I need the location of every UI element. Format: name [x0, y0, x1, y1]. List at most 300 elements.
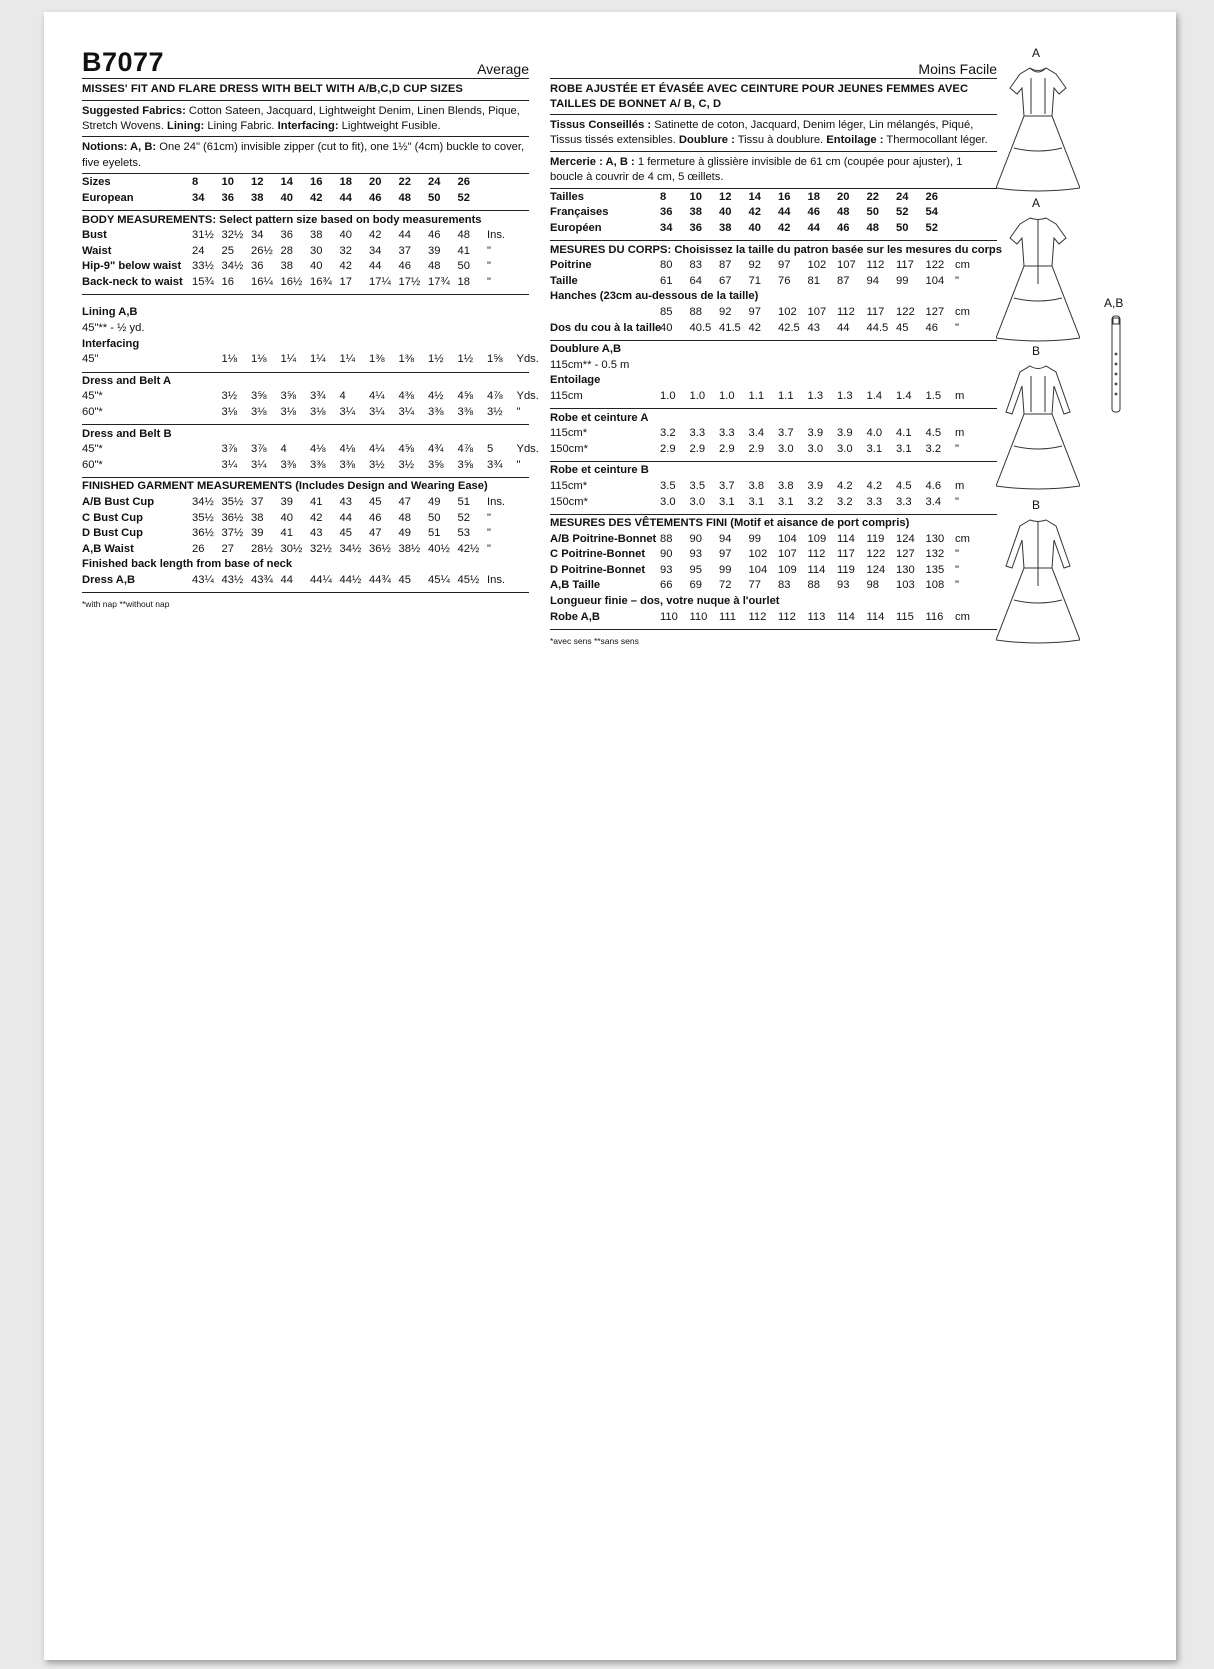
- row-label: 45"*: [82, 443, 103, 456]
- table-cell: 41.5: [719, 321, 741, 334]
- difficulty-level: Average: [477, 60, 529, 77]
- european-label-fr: Européen: [550, 222, 602, 234]
- table-cell: 36½: [221, 511, 244, 524]
- table-cell: 4¼: [369, 390, 385, 403]
- unit-cell: ": [487, 275, 491, 288]
- table-row: [82, 442, 539, 458]
- table-cell: 3⅜: [339, 458, 356, 471]
- size-cell: 48: [398, 191, 411, 204]
- pattern-title-fr: ROBE AJUSTÉE ET ÉVASÉE AVEC CEINTURE POUR JEUNES FEMMES AVEC TAILLES DE BONNET A/ B, C, D: [550, 79, 997, 115]
- table-row: [550, 320, 997, 336]
- table-cell: 3.0: [778, 442, 794, 455]
- table-row: [550, 532, 997, 548]
- table-row-wrap: [550, 320, 997, 336]
- table-cell: 51: [457, 496, 470, 508]
- lining-block-fr: [550, 341, 997, 409]
- table-cell: 114: [866, 610, 885, 623]
- table-cell: 16: [221, 275, 234, 288]
- table-cell: 1.4: [896, 389, 912, 402]
- row-label: Dos du cou à la taille: [550, 321, 662, 334]
- table-cell: 117: [837, 548, 855, 561]
- size-cell: 48: [837, 206, 850, 219]
- row-label: A,B Taille: [550, 579, 601, 592]
- table-cell: 116: [925, 610, 944, 623]
- pattern-code: B7077: [82, 47, 165, 77]
- table-cell: 44: [369, 260, 382, 273]
- table-cell: 45: [339, 527, 352, 540]
- interfacing-heading-fr: Entoilage: [550, 374, 601, 387]
- table-cell: [192, 458, 222, 473]
- unit-cell: cm: [955, 610, 970, 623]
- table-cell: 45: [896, 321, 909, 334]
- table-cell: 114: [837, 532, 855, 545]
- table-cell: 31½: [192, 229, 214, 242]
- table-cell: 4.6: [925, 479, 942, 492]
- table-cell: 117: [866, 305, 885, 318]
- table-row: [550, 547, 997, 563]
- lining-block: [82, 304, 539, 372]
- unit-cell: m: [955, 427, 965, 440]
- table-cell: 36½: [369, 542, 391, 555]
- table-cell: 114: [837, 610, 855, 623]
- size-cell: 12: [719, 190, 732, 203]
- table-cell: 17¾: [428, 275, 450, 288]
- table-cell: 45: [369, 496, 382, 508]
- table-cell: 2.9: [719, 442, 735, 455]
- table-cell: 112: [866, 259, 885, 272]
- footnote: *with nap **without nap: [82, 599, 170, 610]
- table-cell: 3.5: [660, 479, 676, 492]
- table-cell: 3¼: [369, 406, 385, 419]
- table-row: [82, 275, 529, 291]
- unit-cell: ": [487, 244, 491, 257]
- view-label-b-back: B: [1032, 498, 1041, 512]
- interfacing-label-fr: Entoilage :: [826, 134, 884, 147]
- table-cell: 69: [689, 579, 702, 592]
- notions-paragraph: [82, 137, 529, 174]
- table-cell: 112: [837, 305, 855, 318]
- dress-b-heading: Dress and Belt B: [82, 427, 172, 440]
- dress-a-heading-fr: Robe et ceinture A: [550, 411, 649, 424]
- unit-cell: ": [955, 274, 959, 287]
- table-cell: 109: [807, 532, 827, 545]
- difficulty-level-fr: Moins Facile: [918, 60, 997, 77]
- table-row: [550, 426, 997, 442]
- table-cell: 93: [660, 563, 673, 576]
- unit-cell: ": [487, 542, 491, 555]
- interfacing-heading: Interfacing: [82, 337, 140, 350]
- table-cell: 122: [925, 259, 945, 272]
- row-label: D Poitrine-Bonnet: [550, 563, 646, 576]
- table-cell: 2.9: [748, 442, 765, 455]
- table-cell: 117: [896, 259, 914, 272]
- table-cell: 4⅛: [339, 443, 356, 456]
- unit-cell: ": [487, 260, 491, 273]
- table-cell: 4⅜: [398, 390, 415, 403]
- size-cell: 8: [192, 176, 199, 189]
- notions-label: Notions: A, B:: [82, 141, 157, 154]
- finished-heading-fr: MESURES DES VÊTEMENTS FINI (Motif et aisance de port compris): [550, 517, 910, 530]
- table-cell: 38: [310, 229, 323, 242]
- back-length-heading: Finished back length from base of neck: [82, 558, 293, 571]
- table-row: [82, 389, 539, 405]
- row-label: A,B Waist: [82, 542, 134, 555]
- table-cell: 3¾: [487, 458, 503, 471]
- table-cell: 4.5: [925, 427, 942, 440]
- pattern-title: MISSES' FIT AND FLARE DRESS WITH BELT WITH A/B,C,D CUP SIZES: [82, 79, 529, 101]
- table-cell: 122: [896, 305, 915, 318]
- fabrics-text-fr: Satinette de coton, Jacquard, Denim léger, Lin mélangés, Piqué, Tissus tissés extensibles.: [550, 119, 974, 147]
- table-cell: 51: [428, 527, 441, 540]
- table-cell: 1½: [428, 353, 444, 366]
- table-cell: 88: [807, 579, 820, 592]
- table-cell: 4.0: [866, 427, 883, 440]
- table-cell: 4.2: [837, 479, 853, 492]
- size-cell: 26: [457, 176, 470, 189]
- dress-b-block-fr: [550, 462, 997, 515]
- table-cell: 24: [192, 244, 205, 257]
- table-cell: 34½: [221, 260, 244, 273]
- table-row-wrap: [82, 573, 529, 589]
- table-cell: 1.4: [866, 389, 883, 402]
- table-cell: 1⅜: [398, 353, 415, 366]
- table-cell: 67: [719, 274, 732, 287]
- row-label: 115cm*: [550, 427, 588, 440]
- fabrics-text: Cotton Sateen, Jacquard, Lightweight Denim, Linen Blends, Pique, Stretch Wovens.: [82, 104, 520, 132]
- size-cell: 40: [748, 222, 761, 234]
- size-cell: 42: [748, 206, 761, 219]
- french-column: [550, 12, 1002, 649]
- table-cell: 42: [369, 229, 382, 242]
- lining-row-fr: 115cm** - 0.5 m: [550, 358, 630, 371]
- unit-cell: Yds.: [516, 390, 539, 403]
- fabrics-paragraph-fr: [550, 115, 997, 152]
- notions-text-fr: 1 fermeture à glissière invisible de 61 cm (coupée pour ajuster), 1 boucle à couvrir de 4 cm, 5 œillets.: [550, 155, 963, 184]
- table-cell: 4⅞: [457, 443, 474, 456]
- lining-heading: Lining A,B: [82, 306, 138, 319]
- table-cell: 85: [660, 305, 673, 318]
- lining-text: Lining Fabric.: [204, 119, 278, 132]
- unit-cell: ": [955, 579, 959, 592]
- table-cell: 135: [925, 563, 945, 576]
- size-cell: 42: [310, 191, 323, 204]
- size-cell: 46: [837, 222, 850, 234]
- size-cells: [192, 191, 487, 206]
- table-cell: 3⅞: [251, 443, 267, 456]
- table-cell: 37: [251, 496, 264, 508]
- table-cell: 1.5: [925, 389, 942, 402]
- table-cell: 46: [428, 229, 441, 242]
- table-cell: 41: [310, 496, 323, 508]
- notions-text: One 24" (61cm) invisible zipper (cut to fit), one 1½" (4cm) buckle to cover, five eyelets.: [82, 141, 525, 169]
- table-cell: 43¾: [251, 573, 273, 586]
- table-cell: 48: [398, 511, 411, 524]
- row-label: Hip-9" below waist: [82, 260, 182, 273]
- table-cell: 3.3: [866, 495, 883, 508]
- table-row: [550, 389, 997, 405]
- size-cell: 38: [251, 191, 264, 204]
- fabrics-paragraph: [82, 101, 529, 138]
- table-cell: 3.2: [660, 427, 676, 440]
- size-cell: 50: [428, 191, 441, 204]
- table-cell: 3⅜: [457, 406, 474, 419]
- lining-label: Lining:: [166, 119, 205, 132]
- table-cell: 122: [866, 548, 886, 561]
- table-rows: [550, 532, 997, 594]
- lining-heading-fr: Doublure A,B: [550, 343, 622, 356]
- table-cell: 26: [192, 542, 205, 555]
- unit-cell: ": [516, 406, 521, 419]
- table-cell: 3⅛: [310, 406, 326, 419]
- view-label-a: A: [1032, 46, 1041, 60]
- table-cell: 45: [398, 573, 411, 586]
- table-cell: 3¼: [398, 406, 415, 419]
- size-cell: 50: [866, 206, 879, 219]
- table-cell: 94: [866, 274, 879, 287]
- table-row: [550, 494, 997, 510]
- size-cell: 20: [369, 176, 382, 189]
- unit-cell: Ins.: [487, 496, 506, 508]
- table-cell: 15¾: [192, 275, 214, 288]
- finished-block-fr: [550, 515, 997, 630]
- table-cell: 103: [896, 579, 915, 592]
- table-cell: 3¼: [221, 458, 238, 471]
- interfacing-label: Interfacing:: [277, 119, 339, 132]
- table-cell: 34: [251, 229, 264, 242]
- table-cell: 1¼: [339, 353, 356, 366]
- table-cell: 4¾: [428, 443, 444, 456]
- unit-cell: Ins.: [487, 573, 506, 586]
- size-cell: 26: [925, 190, 938, 203]
- table-cell: 38½: [398, 542, 421, 555]
- table-cell: 52: [457, 511, 470, 524]
- table-cell: 40: [310, 260, 323, 273]
- table-cell: 41: [280, 527, 293, 540]
- table-cell: 43½: [221, 573, 244, 586]
- size-cell: 18: [807, 190, 820, 203]
- size-cell: 24: [428, 176, 441, 189]
- size-cell: 36: [689, 222, 702, 234]
- row-label: C Poitrine-Bonnet: [550, 548, 646, 561]
- table-cell: 40½: [428, 542, 450, 555]
- table-cell: 4½: [428, 390, 444, 403]
- table-cell: 16½: [280, 275, 303, 288]
- table-cell: 3.3: [689, 427, 706, 440]
- footnote-fr: *avec sens **sans sens: [550, 636, 639, 647]
- table-cell: 3⅝: [457, 458, 474, 471]
- table-row: [550, 563, 997, 579]
- table-cell: 3⅛: [221, 406, 238, 419]
- table-cell: 3½: [398, 458, 415, 471]
- size-cell: 16: [310, 176, 323, 189]
- row-label: 150cm*: [550, 442, 588, 455]
- table-cell: 44¾: [369, 573, 391, 586]
- size-cells: [660, 190, 955, 205]
- row-label: Poitrine: [550, 259, 592, 272]
- table-cell: 43: [310, 527, 323, 540]
- table-cell: 112: [807, 548, 826, 561]
- table-cell: 3.4: [925, 495, 942, 508]
- table-cell: 44: [339, 511, 352, 524]
- unit-cell: ": [955, 495, 959, 508]
- table-cell: 3.0: [660, 495, 676, 508]
- table-cell: 64: [689, 274, 702, 287]
- table-cell: 3⅛: [251, 406, 267, 419]
- table-cell: 25: [221, 244, 234, 257]
- table-cell: 5: [487, 443, 494, 456]
- table-row: [82, 458, 529, 474]
- table-cell: 17½: [398, 275, 421, 288]
- row-label: 115cm: [550, 389, 583, 402]
- table-cell: 37½: [221, 527, 244, 540]
- table-cell: 115: [896, 610, 914, 623]
- dress-a-block-fr: [550, 409, 997, 462]
- view-label-a-back: A: [1032, 196, 1041, 210]
- francaises-row: [550, 205, 997, 221]
- row-label: Back-neck to waist: [82, 275, 183, 288]
- table-cell: 93: [689, 548, 702, 561]
- table-cell: 3.1: [778, 495, 794, 508]
- table-cell: 3⅛: [280, 406, 297, 419]
- table-rows: [550, 258, 997, 289]
- table-row: [82, 573, 529, 589]
- table-cell: 110: [689, 610, 708, 623]
- francaises-label: Françaises: [550, 206, 609, 219]
- table-cell: 41: [457, 244, 470, 257]
- table-cell: 119: [866, 532, 885, 545]
- unit-cell: m: [955, 479, 965, 492]
- table-cell: 42: [339, 260, 352, 273]
- table-row: [550, 609, 997, 625]
- table-row: [82, 542, 529, 558]
- table-cell: 113: [807, 610, 826, 623]
- table-cell: 50: [457, 260, 470, 273]
- fabrics-label: Suggested Fabrics:: [82, 104, 186, 117]
- table-cell: 119: [837, 563, 855, 576]
- table-cell: 44¼: [310, 573, 332, 586]
- table-cell: 3.1: [719, 495, 735, 508]
- table-cell: 45¼: [428, 573, 450, 586]
- table-cell: 3.0: [689, 495, 706, 508]
- table-cell: 3.8: [748, 479, 765, 492]
- table-cell: 112: [748, 610, 767, 623]
- table-cell: 40: [660, 321, 673, 334]
- table-row: [82, 495, 529, 511]
- table-cell: 124: [866, 563, 886, 576]
- table-cell: [192, 405, 222, 420]
- table-cell: 4⅛: [310, 443, 326, 456]
- pattern-back-sheet: [44, 12, 1176, 1660]
- table-cell: 38: [251, 511, 264, 524]
- finished-heading: FINISHED GARMENT MEASUREMENTS (Includes Design and Wearing Ease): [82, 480, 488, 493]
- table-cell: 102: [807, 259, 827, 272]
- table-row: [550, 578, 997, 594]
- table-cell: 130: [925, 532, 945, 545]
- size-cell: 46: [807, 206, 820, 219]
- table-cell: 1⅛: [251, 353, 267, 366]
- table-cell: 102: [778, 305, 797, 318]
- table-row: [82, 352, 539, 368]
- size-cell: 52: [896, 206, 909, 219]
- unit-cell: cm: [955, 305, 970, 318]
- table-cell: 4.1: [896, 427, 912, 440]
- row-label: 150cm*: [550, 495, 588, 508]
- european-row-fr: [550, 221, 997, 237]
- table-cell: 3.9: [807, 479, 824, 492]
- table-cell: 3¾: [310, 390, 326, 403]
- table-cell: 34: [369, 244, 382, 257]
- dress-a-back-drawing: [996, 214, 1080, 342]
- table-cell: 1.3: [807, 389, 824, 402]
- table-cell: 32½: [221, 229, 244, 242]
- table-cell: 99: [719, 563, 732, 576]
- european-label: European: [82, 191, 134, 204]
- table-cell: 83: [689, 259, 702, 272]
- table-cell: 44: [280, 573, 293, 586]
- table-cell: 99: [896, 274, 909, 287]
- table-cell: 28½: [251, 542, 273, 555]
- table-row: [82, 259, 529, 275]
- table-cell: 38: [280, 260, 293, 273]
- sizes-block-fr: [550, 189, 997, 242]
- size-cells: [660, 205, 955, 220]
- table-cell: 3⅜: [310, 458, 326, 471]
- table-cell: 127: [896, 548, 915, 561]
- table-row: [82, 526, 529, 542]
- table-cell: 93: [837, 579, 850, 592]
- unit-cell: ": [955, 442, 959, 455]
- table-cell: 92: [719, 305, 732, 318]
- table-cell: 97: [719, 548, 732, 561]
- table-cell: 4⅞: [487, 390, 503, 403]
- table-cell: 2.9: [660, 442, 676, 455]
- size-cell: 34: [192, 191, 205, 204]
- unit-cell: ": [487, 527, 491, 540]
- table-cell: 44.5: [866, 321, 889, 334]
- table-cell: 3.0: [807, 442, 824, 455]
- table-cell: 72: [719, 579, 732, 592]
- table-cell: 71: [748, 274, 761, 287]
- table-cell: 43: [339, 496, 352, 508]
- table-cell: 16¾: [310, 275, 332, 288]
- table-cell: 3⅞: [221, 443, 238, 456]
- size-cell: 10: [221, 176, 234, 189]
- table-cell: 49: [428, 496, 441, 508]
- size-cell: 36: [660, 206, 673, 219]
- table-cell: 111: [719, 610, 737, 623]
- row-label: 45"*: [82, 390, 103, 403]
- belt-drawing: [1110, 314, 1122, 416]
- sizes-label: Sizes: [82, 176, 111, 189]
- back-length-heading-fr: Longueur finie – dos, votre nuque à l'ourlet: [550, 595, 780, 608]
- view-label-belt: A,B: [1104, 296, 1124, 310]
- dress-a-front-drawing: [996, 64, 1080, 192]
- dress-b-front-drawing: [996, 362, 1080, 490]
- table-cell: 49: [398, 527, 411, 540]
- size-cell: 40: [719, 206, 732, 219]
- table-cell: 46: [398, 260, 411, 273]
- table-row: [550, 274, 997, 290]
- row-label: Bust: [82, 229, 107, 242]
- table-cell: 33½: [192, 260, 214, 273]
- table-row: [82, 510, 529, 526]
- table-cell: 40.5: [689, 321, 712, 334]
- table-cell: 3.8: [778, 479, 794, 492]
- table-cell: 127: [925, 305, 945, 318]
- size-cell: 46: [369, 191, 382, 204]
- table-cell: 43¼: [192, 573, 214, 586]
- size-cells: [192, 175, 487, 190]
